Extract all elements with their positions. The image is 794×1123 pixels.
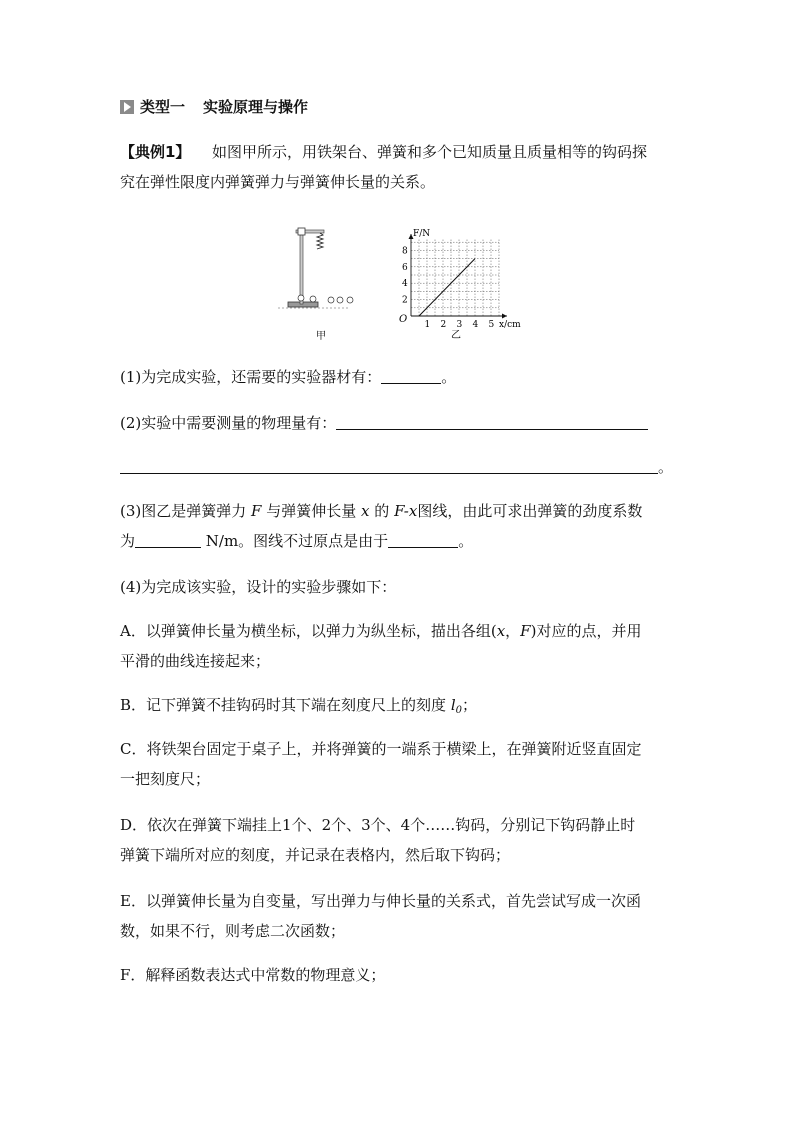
q3-var-f: F: [251, 502, 262, 520]
x-tick-label: 4: [472, 320, 479, 330]
section-title: [120, 96, 308, 117]
q1-text: (1)为完成实验，还需要的实验器材有：: [120, 368, 382, 386]
step-a-comma: ，: [505, 622, 521, 640]
q2-end: 。: [658, 458, 674, 476]
q2-text: (2)实验中需要测量的物理量有：: [120, 414, 337, 432]
step-e-line-2: 数，如果不行，则考虑二次函数；: [120, 922, 346, 940]
step-b: [120, 694, 477, 722]
section-type: 类型一: [140, 98, 186, 116]
step-c-line-2: 一把刻度尺；: [120, 770, 211, 788]
step-a-end: )对应的点，并用: [530, 622, 642, 640]
q2-blank-1[interactable]: [336, 415, 648, 430]
y-tick-label: 4: [402, 279, 408, 290]
q1-blank[interactable]: [381, 369, 441, 384]
example-label: 【典例1】: [120, 143, 191, 161]
question-3-line-2: [120, 530, 473, 552]
step-c-line-1: C．将铁架台固定于桌子上，并将弹簧的一端系于横梁上，在弹簧附近竖直固定: [120, 740, 642, 758]
y-axis-label: F/N: [413, 229, 431, 239]
question-1: [120, 366, 456, 388]
x-tick-label: 1: [424, 320, 431, 330]
q3-blank-1[interactable]: [135, 533, 201, 548]
figure-label-left: 甲: [316, 331, 326, 342]
step-a-line-1: [120, 620, 641, 642]
iron-stand-diagram: [278, 228, 353, 342]
example-text-1: 如图甲所示，用铁架台、弹簧和多个已知质量且质量相等的钩码探: [212, 143, 648, 161]
y-tick-label: 6: [402, 262, 408, 273]
step-b-sub: 0: [455, 705, 462, 716]
example-line-2: 究在弹性限度内弹簧弹力与弹簧伸长量的关系。: [120, 173, 436, 191]
data-line: [419, 259, 475, 316]
example-line-1: [120, 141, 647, 163]
x-axis-arrow: [502, 314, 507, 319]
x-tick-label: 3: [456, 320, 463, 330]
origin-label: O: [399, 314, 408, 325]
step-a-f: F: [520, 622, 531, 640]
q2-blank-2[interactable]: [120, 459, 658, 474]
q3-part-4: 图线，由此可求出弹簧的劲度系数: [417, 502, 643, 520]
q3-var-x: x: [361, 502, 370, 520]
step-b-text: B．记下弹簧不挂钩码时其下端在刻度尺上的刻度: [120, 696, 447, 714]
section-name: 实验原理与操作: [203, 98, 309, 116]
step-e-line-1: E．以弹簧伸长量为自变量，写出弹力与伸长量的关系式，首先尝试写成一次函: [120, 892, 641, 910]
question-4: (4)为完成该实验，设计的实验步骤如下：: [120, 578, 397, 596]
step-d-line-2: 弹簧下端所对应的刻度，并记录在表格内，然后取下钩码；: [120, 846, 511, 864]
q3-part-7: 。: [458, 532, 474, 550]
q1-end: 。: [441, 368, 457, 386]
step-b-end: ；: [462, 696, 478, 714]
step-f: F．解释函数表达式中常数的物理意义；: [120, 966, 386, 984]
q3-part-2: 与弹簧伸长量: [266, 502, 357, 520]
figure-svg: [268, 216, 538, 346]
x-tick-label: 2: [440, 320, 447, 330]
question-2: [120, 412, 648, 434]
play-triangle-icon: [120, 100, 134, 114]
f-x-chart: [399, 229, 521, 330]
y-tick-label: 2: [402, 295, 408, 306]
step-a-1: A．以弹簧伸长量为横坐标，以弹力为纵坐标，描出各组(: [120, 622, 497, 640]
step-b-l: l: [450, 696, 456, 714]
step-d-line-1: D．依次在弹簧下端挂上1个、2个、3个、4个……钩码，分别记下钩码静止时: [120, 816, 636, 834]
q3-part-5: 为: [120, 532, 136, 550]
question-2-line-2: [120, 456, 673, 478]
question-3-line-1: [120, 500, 642, 522]
q3-part-1: (3)图乙是弹簧弹力: [120, 502, 247, 520]
q3-part-6: N/m。图线不过原点是由于: [201, 532, 389, 550]
step-a-line-2: 平滑的曲线连接起来；: [120, 652, 271, 670]
step-a-x: x: [496, 622, 506, 640]
q3-blank-2[interactable]: [388, 533, 458, 548]
x-axis-label: x/cm: [499, 320, 521, 330]
q3-var-fx: F-x: [394, 502, 418, 520]
y-tick-label: 8: [402, 246, 408, 257]
figure: [268, 216, 538, 346]
q3-part-3: 的: [374, 502, 390, 520]
figure-label-right: 乙: [451, 330, 461, 341]
x-tick-label: 5: [488, 320, 495, 330]
